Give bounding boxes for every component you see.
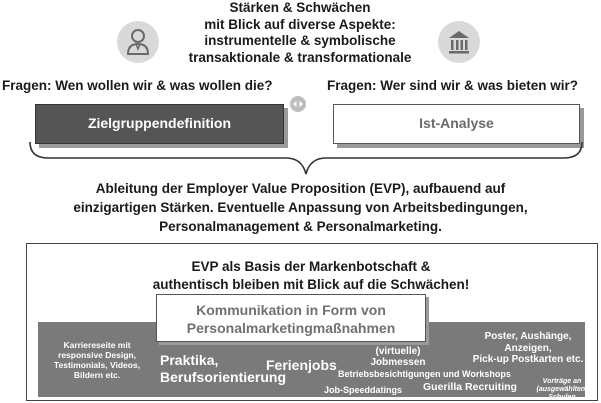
karriereseite-line-2: responsive Design,: [58, 350, 136, 360]
karriereseite-line-1: Karriereseite mit: [63, 340, 131, 350]
measure-guerilla-recruiting: Guerilla Recruiting: [423, 381, 517, 393]
poster-line-3: Pick-up Postkarten etc.: [472, 354, 584, 365]
evp-derivation-line-2: einzigartigen Stärken. Eventuelle Anpassung von Arbeitsbedingungen,: [73, 200, 528, 215]
praktika-line-1: Praktika,: [160, 352, 219, 368]
measure-jobmessen: [368, 346, 428, 368]
measure-vortraege: [533, 378, 591, 402]
vortraege-line-2: (ausgewählten): [536, 386, 588, 393]
evp-derivation-text: [30, 179, 571, 236]
title-line-4: transaktionale & transformationale: [188, 49, 412, 65]
vortraege-line-3: Schulen: [548, 394, 576, 401]
evp-brand-title-line-2: authentisch bleiben mit Blick auf die Schwächen!: [152, 277, 470, 292]
karriereseite-line-3: Testimonials, Videos,: [53, 360, 141, 370]
ist-analyse-label: Ist-Analyse: [419, 115, 494, 131]
ist-analyse-box: [333, 104, 580, 144]
jobmessen-line-1: (virtuelle): [375, 346, 421, 357]
evp-derivation-line-3: Personalmanagement & Personalmarketing.: [159, 219, 442, 234]
kommunikation-label: [157, 301, 425, 337]
institution-building-icon: [438, 21, 480, 63]
diagram-title: [150, 0, 450, 66]
poster-line-1: Poster, Aushänge,: [484, 331, 572, 342]
measure-ferienjobs: Ferienjobs: [266, 357, 337, 373]
title-line-3: instrumentelle & symbolische: [204, 33, 396, 48]
poster-line-2: Anzeigen,: [504, 342, 552, 354]
evp-derivation-line-1: Ableitung der Employer Value Proposition (EVP), aufbauend auf: [95, 181, 506, 196]
title-line-1: Stärken & Schwächen: [229, 0, 371, 15]
measure-betriebsbesichtigungen: Betriebsbesichtigungen und Workshops: [338, 369, 511, 379]
zielgruppendefinition-box: [35, 104, 284, 144]
kommunikation-line-1: Kommunikation in Form von: [196, 302, 386, 318]
karriereseite-line-4: Bildern etc.: [73, 370, 121, 380]
evp-brand-title-line-1: EVP als Basis der Markenbotschaft &: [191, 259, 431, 274]
person-icon: [117, 21, 159, 63]
measure-karriereseite: [42, 340, 152, 380]
measure-poster: [470, 331, 586, 366]
kommunikation-line-2: Personalmarketingmaßnahmen: [186, 320, 396, 336]
title-line-2: mit Blick auf diverse Aspekte:: [204, 16, 396, 32]
measure-job-speeddatings: Job-Speeddatings: [324, 385, 403, 395]
jobmessen-line-2: Jobmessen: [370, 357, 426, 368]
curly-brace: [28, 140, 584, 176]
double-arrow-icon: [290, 96, 306, 112]
vortraege-line-1: Vorträge an: [542, 378, 582, 385]
question-right: Fragen: Wer sind wir & was bieten wir?: [327, 78, 579, 93]
praktika-line-2: Berufsorientierung: [160, 369, 287, 385]
zielgruppendefinition-label: Zielgruppendefinition: [87, 115, 232, 131]
question-left: Fragen: Wen wollen wir & was wollen die?: [2, 78, 273, 93]
evp-brand-title: [26, 258, 596, 294]
kommunikation-box: [156, 294, 426, 342]
